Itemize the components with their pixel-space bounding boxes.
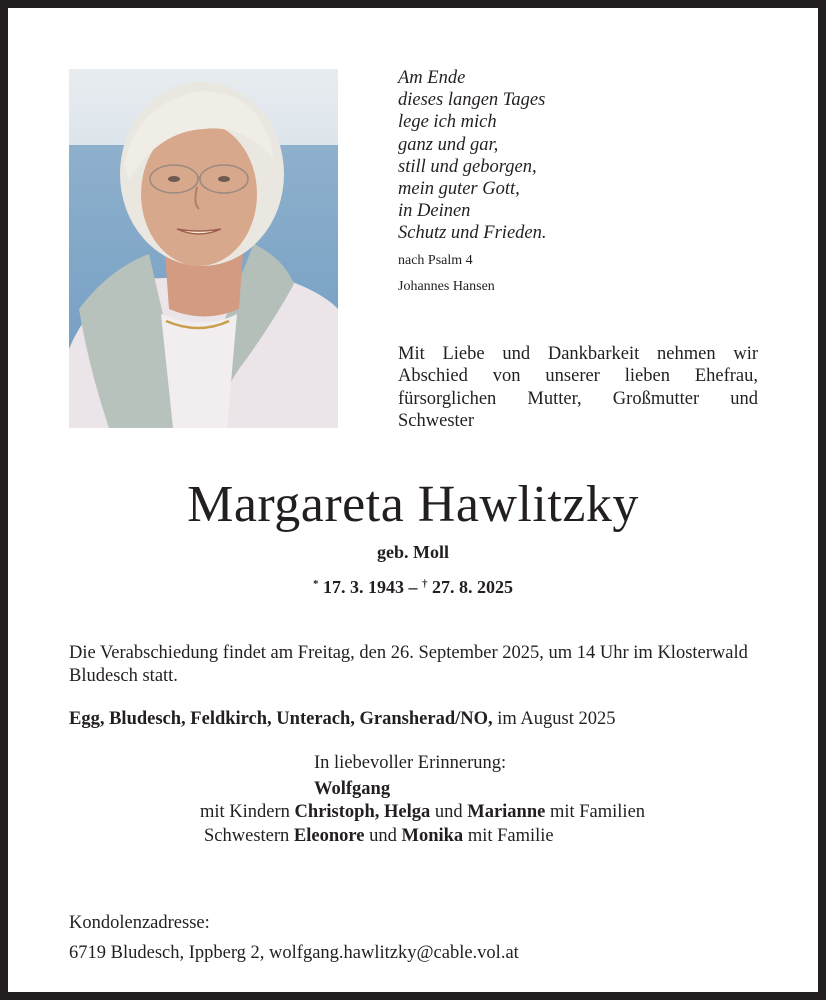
notice-date: im August 2025 [497, 709, 616, 729]
poem-line: dieses langen Tages [398, 90, 546, 111]
children-prefix: mit Kindern [200, 802, 290, 822]
sister-name: Eleonore [293, 826, 365, 846]
farewell-intro: Mit Liebe und Dankbarkeit nehmen wir Abschied von unserer lieben Ehefrau, fürsorglichen Mutter, Großmutter und Schwester [398, 344, 758, 432]
poem [398, 67, 758, 295]
poem-line: in Deinen [398, 201, 471, 222]
places-list: Egg, Bludesch, Feldkirch, Unterach, Gransherad/NO, [69, 709, 493, 729]
ceremony-info: Die Verabschiedung findet am Freitag, den 26. September 2025, um 14 Uhr im Klosterwald Bludesch statt. [69, 643, 748, 686]
children-suffix: mit Familien [549, 802, 646, 822]
condolence-label: Kondolenzadresse: [69, 913, 210, 933]
sisters-suffix: mit Familie [467, 826, 554, 846]
children-and: und [434, 802, 463, 822]
child-name: Marianne [467, 802, 546, 822]
birth-symbol: * [313, 578, 319, 590]
sisters-and: und [369, 826, 397, 846]
obituary-page [8, 8, 818, 992]
mourner-children [200, 800, 645, 824]
death-symbol: † [422, 578, 428, 590]
portrait-photo [69, 69, 338, 428]
maiden-name: geb. Moll [377, 542, 449, 562]
life-dates [8, 573, 818, 598]
poem-line: still und geborgen, [398, 156, 537, 177]
poem-line: Am Ende [398, 68, 466, 88]
poem-author: Johannes Hansen [398, 278, 495, 294]
spouse-name: Wolfgang [314, 779, 391, 799]
condolence-address [69, 911, 769, 965]
condolence-contact: 6719 Bludesch, Ippberg 2, wolfgang.hawlitzky@cable.vol.at [69, 943, 519, 963]
mourner-sisters [204, 824, 554, 848]
death-date: 27. 8. 2025 [432, 577, 513, 597]
birth-date: 17. 3. 1943 [323, 577, 404, 597]
mourners-heading: In liebevoller Erinnerung: [314, 753, 507, 773]
poem-line: ganz und gar, [398, 134, 499, 155]
mourner-spouse [314, 777, 390, 801]
sister-name: Monika [401, 826, 464, 846]
children-names: Christoph, Helga [294, 802, 431, 822]
places-and-date [69, 708, 789, 730]
portrait-image [69, 69, 338, 428]
sisters-prefix: Schwestern [204, 826, 290, 846]
date-separator: – [408, 577, 418, 597]
deceased-name: Margareta Hawlitzky [187, 476, 639, 533]
poem-line: mein guter Gott, [398, 179, 520, 200]
poem-source: nach Psalm 4 [398, 252, 473, 268]
poem-line: lege ich mich [398, 112, 497, 133]
poem-line: Schutz und Frieden. [398, 223, 547, 244]
